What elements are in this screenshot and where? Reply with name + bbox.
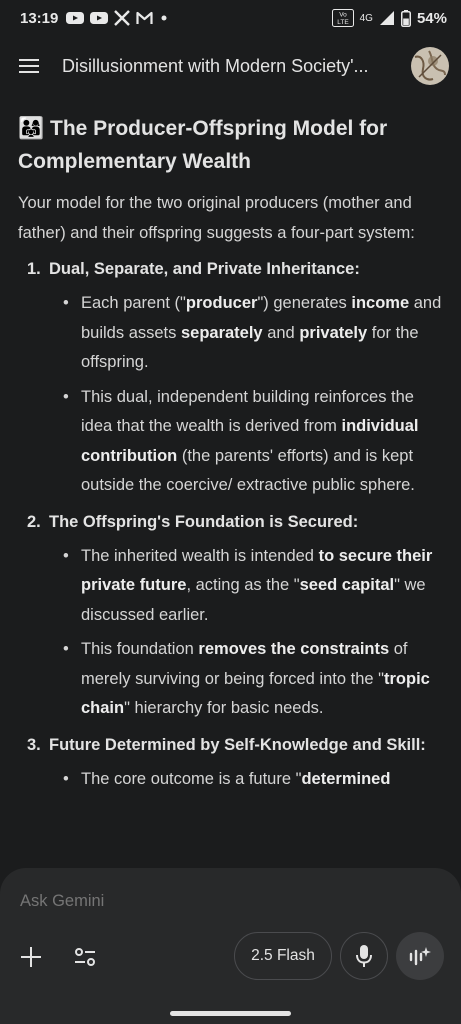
bullet-text: " hierarchy for basic needs. (124, 699, 324, 717)
bullet-text: Each parent (" (81, 294, 186, 312)
point-number: 1. (27, 260, 41, 278)
mic-icon (355, 944, 373, 968)
composer-panel (0, 868, 461, 1024)
signal-icon (379, 10, 395, 26)
battery-icon (401, 10, 411, 27)
point-title: Dual, Separate, and Private Inheritance: (49, 260, 360, 278)
dot-icon (159, 13, 169, 23)
home-indicator (170, 1011, 291, 1016)
bold-text: privately (299, 323, 368, 342)
bold-text: removes the constraints (198, 640, 390, 658)
bullet-text: , acting as the " (186, 576, 300, 594)
bold-text: income (351, 294, 410, 312)
point-number: 3. (27, 735, 41, 754)
point-title: Future Determined by Self-Knowledge and Skill: (49, 735, 426, 754)
bold-text: determined (301, 769, 391, 788)
model-selector[interactable] (234, 932, 332, 980)
bold-text: to secure their private future (81, 546, 433, 594)
plus-icon (20, 946, 42, 968)
bullet-item (63, 765, 443, 795)
response-heading-text: The Producer-Offspring Model for Complementary Wealth (18, 117, 388, 173)
bullet-item (63, 289, 443, 378)
model-label: 2.5 Flash (251, 947, 315, 964)
response-content (0, 96, 461, 868)
battery-percent: 54% (416, 9, 447, 27)
conversation-title[interactable]: Disillusionment with Modern Society'... (62, 55, 369, 76)
point-heading (18, 254, 443, 284)
bullet-text: of merely surviving or being forced into the " (81, 640, 408, 688)
point-heading (18, 507, 443, 537)
status-bar (0, 0, 461, 36)
network-type: 4G (359, 12, 373, 24)
bullet-text: and (262, 323, 300, 342)
bold-text: producer (185, 294, 258, 312)
bullet-list (18, 542, 443, 724)
bullet-text: The inherited wealth is intended (81, 546, 319, 565)
bullet-text: The core outcome is a future " (81, 769, 302, 788)
youtube-icon (90, 11, 108, 25)
response-intro: Your model for the two original producers (mother and father) and their offspring suggests a four-part system: (18, 194, 415, 242)
bullet-text: This dual, independent building reinforces the idea that the wealth is derived from (81, 387, 414, 435)
tools-icon (73, 946, 97, 968)
point-number: 2. (27, 512, 41, 531)
bullet-text: for the offspring. (81, 323, 419, 371)
response-heading (18, 112, 443, 178)
svg-text:Vo: Vo (338, 11, 347, 19)
bold-text: seed capital (299, 576, 395, 594)
bold-text: tropic chain (81, 669, 430, 717)
point-item (18, 254, 443, 501)
point-title: The Offspring's Foundation is Secured: (49, 512, 359, 531)
family-emoji: 👨‍👩‍👧 (18, 117, 45, 140)
svg-text:LTE: LTE (336, 19, 349, 26)
bullet-text: This foundation (81, 640, 199, 658)
bold-text: individual contribution (81, 417, 419, 465)
bullet-text: ") generates (257, 294, 352, 312)
point-item (18, 507, 443, 724)
ask-gemini-input[interactable] (20, 892, 320, 911)
bullet-item (63, 542, 443, 631)
add-button[interactable] (18, 944, 44, 970)
live-waveform-icon (408, 944, 432, 968)
bullet-text: " we discussed earlier. (81, 576, 426, 624)
gmail-icon (136, 11, 153, 25)
system-icons (332, 9, 447, 27)
bullet-list (18, 289, 443, 501)
avatar[interactable] (411, 47, 449, 85)
point-heading (18, 730, 443, 760)
bullet-text: (the parents' efforts) and is kept outside the coercive/ extractive public sphere. (81, 446, 415, 494)
bullet-list (18, 765, 443, 795)
tools-button[interactable] (72, 944, 98, 970)
bullet-item (63, 635, 443, 724)
mic-button[interactable] (340, 932, 388, 980)
bold-text: separately (180, 323, 263, 342)
x-icon (114, 10, 130, 26)
volte-icon (332, 9, 354, 27)
youtube-icon (66, 11, 84, 25)
bullet-text: and builds assets (81, 294, 442, 342)
live-button[interactable] (396, 932, 444, 980)
app-header (0, 36, 461, 96)
status-time: 13:19 (20, 9, 59, 27)
point-list (18, 254, 443, 794)
notification-icons (66, 10, 169, 26)
bullet-item (63, 383, 443, 501)
menu-icon[interactable] (18, 58, 40, 74)
point-item (18, 730, 443, 795)
